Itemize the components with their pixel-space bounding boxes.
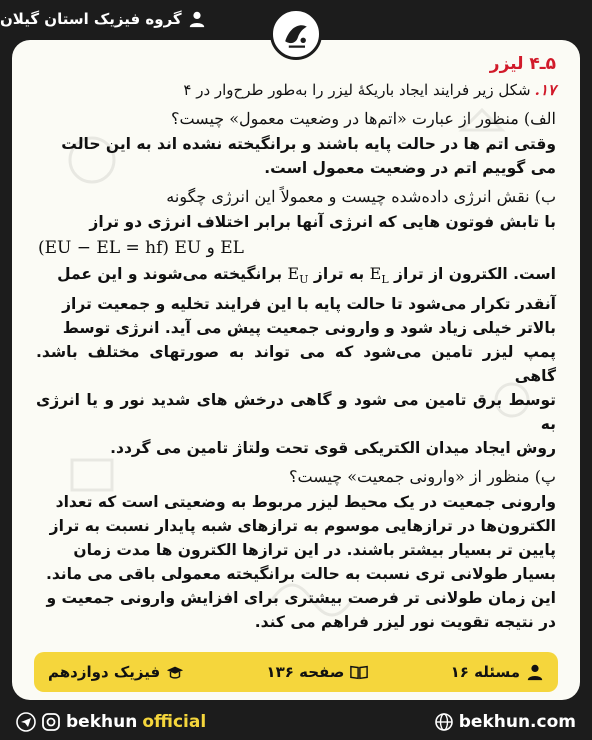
- user-icon: [188, 10, 206, 28]
- problem-number: ۱۷.: [534, 81, 556, 99]
- problem-text: شکل زیر فرایند ایجاد باریکهٔ لیزر را به‌طور طرح‌وار در ۴: [183, 81, 531, 99]
- website-link[interactable]: bekhun.com: [434, 712, 576, 732]
- question-be: ب) نقش انرژی داده‌شده چیست و معمولاً این انرژی چگونه: [166, 187, 556, 206]
- problem-statement: [36, 78, 556, 102]
- telegram-icon: [16, 712, 36, 732]
- answer-pe-line: الکترون‌ها در ترازهایی موسوم به ترازهای شبه پایدار نسبت به تراز: [49, 517, 556, 536]
- bottom-bar: [0, 704, 592, 740]
- book-name-cell: فیزیک دوازدهم: [48, 663, 184, 681]
- answer-be-line: توسط برق تامین می شود و گاهی درخش های شدید نور و یا انرژی به: [36, 391, 556, 434]
- section-title: ۵ـ۴ لیزر: [489, 54, 556, 74]
- social-handle[interactable]: bekhun official: [16, 712, 206, 732]
- energy-formula: [36, 234, 556, 262]
- logo-mark-icon: [278, 16, 314, 52]
- answer-alef-line: وقتی اتم ها در حالت پایه باشند و برانگیخته نشده اند به این حالت: [61, 135, 556, 153]
- answer-pe-line: در نتیجه تقویت نور لیزر فراهم می کند.: [254, 613, 556, 632]
- answer-be-line: است. الکترون از تراز $E_L$ به تراز $E_U$ برانگیخته می‌شوند و این عمل: [57, 264, 556, 287]
- bekhun-logo: [270, 8, 322, 60]
- open-book-icon: [350, 663, 368, 681]
- page-number-cell: صفحه ۱۳۶: [266, 663, 368, 681]
- graduation-cap-icon: [166, 663, 184, 681]
- answer-alef-line: می گوییم اتم در وضعیت معمول است.: [264, 159, 556, 177]
- problem-content: [12, 40, 580, 634]
- level-eu: $E_U$: [287, 264, 309, 287]
- book-info-bar: [34, 652, 558, 692]
- answer-be-line: روش ایجاد میدان الکتریکی قوی تحت ولتاژ تامین می گردد.: [110, 439, 556, 458]
- problem-number-cell: مسئله ۱۶: [451, 663, 544, 681]
- group-title: گروه فیزیک استان گیلان: [0, 10, 182, 28]
- formula-levels: EU و EL: [174, 238, 244, 258]
- answer-be-line: آنقدر تکرار می‌شود تا حالت پایه با این فرایند تخلیه و جمعیت تراز: [62, 295, 556, 314]
- answer-be-line: با تابش فوتون هایی که انرژی آنها برابر اختلاف انرژی دو تراز: [89, 213, 556, 231]
- question-pe: پ) منظور از «وارونی جمعیت» چیست؟: [288, 467, 556, 487]
- instagram-icon: [41, 712, 61, 732]
- content-card: [12, 40, 580, 700]
- globe-icon: [434, 712, 454, 732]
- formula-text: (EU − EL = hf): [38, 238, 170, 258]
- answer-pe-line: پایین تر بسیار بیشتر باشند. در این ترازها الکترون ها مدت زمان: [73, 541, 556, 560]
- user-icon: [526, 663, 544, 681]
- answer-pe-line: این زمان طولانی تر فرصت بیشتری برای افزایش وارونی جمعیت و: [46, 589, 556, 608]
- answer-pe-line: وارونی جمعیت در یک محیط لیزر مربوط به وضعیتی است که تعداد: [55, 493, 556, 512]
- level-el: $E_L$: [369, 264, 389, 287]
- answer-pe-line: بسیار طولانی تری نسبت به حالت برانگیخته معمولی باقی می ماند.: [45, 565, 556, 584]
- question-alef: الف) منظور از عبارت «اتم‌ها در وضعیت معمول» چیست؟: [170, 109, 556, 128]
- answer-be-line: پمپ لیزر تامین می‌شود که می تواند به صورتهای مختلف باشد. گاهی: [36, 343, 556, 386]
- answer-be-line: بالاتر خیلی زیاد شود و وارونی جمعیت پیش می آید. انرژی توسط: [62, 319, 556, 338]
